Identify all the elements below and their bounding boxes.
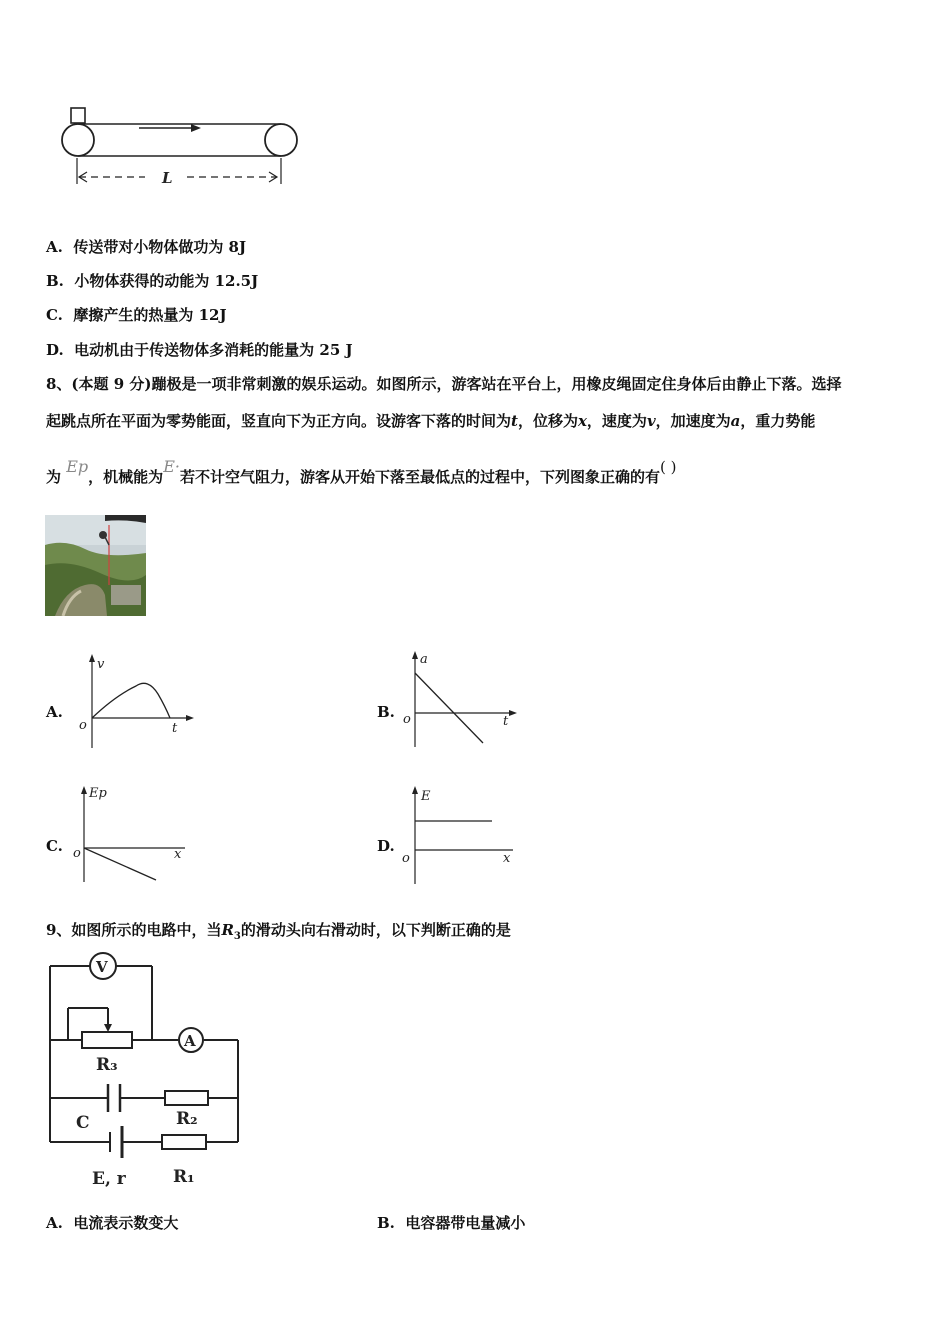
capacitor-label: C [76, 1113, 90, 1133]
graph-a-curve [92, 683, 170, 718]
q7-option-b: B. 小物体获得的动能为 12.5J [46, 272, 259, 290]
graph-d-origin: o [402, 851, 410, 866]
resistor-r3 [82, 1032, 132, 1048]
graph-a-vt [70, 650, 200, 755]
q8-stem-line3: 为 Ep，机械能为E·若不计空气阻力，游客从开始下落至最低点的过程中，下列图象正确的有( ) [46, 457, 677, 486]
graph-c-ylabel: Ep [89, 786, 107, 801]
q7-option-c: C. 摩擦产生的热量为 12J [46, 306, 227, 324]
voltmeter-label: V [96, 958, 108, 976]
graph-c-xlabel: x [174, 847, 182, 862]
resistor-r2 [165, 1091, 208, 1105]
q8-stem-line1: 8、(本题 9 分)蹦极是一项非常刺激的娱乐运动。如图所示，游客站在平台上，用橡皮绳固定住身体后由静止下落。选择 [46, 375, 842, 393]
source-label: E, r [92, 1169, 126, 1189]
graph-b-at [395, 645, 525, 750]
graph-d-ylabel: E [421, 789, 431, 804]
graph-c-letter: C. [46, 837, 63, 855]
ep-symbol: Ep [66, 457, 89, 476]
resistor-r1 [162, 1135, 206, 1149]
conveyor-belt-figure [55, 100, 315, 195]
graph-b-xlabel: t [503, 714, 509, 729]
graph-d-letter: D. [377, 837, 395, 855]
q8-stem-line2: 起跳点所在平面为零势能面，竖直向下为正方向。设游客下落的时间为t，位移为x，速度为v，加速度为a，重力势能 [46, 412, 816, 430]
graph-b-ylabel: a [420, 652, 428, 667]
graph-a-origin: o [79, 718, 87, 733]
graph-d-ex [395, 780, 525, 885]
graph-c-line [84, 848, 156, 880]
ammeter-label: A [184, 1032, 196, 1050]
e-symbol: E· [163, 457, 180, 476]
r3-label: R₃ [96, 1055, 118, 1075]
graph-b-line [415, 673, 483, 743]
answer-paren: ( ) [659, 458, 677, 476]
graph-c-origin: o [73, 846, 81, 861]
q9-option-a: A. 电流表示数变大 [46, 1214, 179, 1232]
q7-option-a: A. 传送带对小物体做功为 8J [46, 238, 247, 256]
r2-label: R₂ [176, 1109, 198, 1129]
graph-c-epx [70, 780, 200, 885]
r1-label: R₁ [173, 1167, 195, 1187]
circuit-diagram [40, 952, 255, 1192]
graph-d-xlabel: x [503, 851, 511, 866]
length-label: L [162, 169, 173, 187]
q7-option-d: D. 电动机由于传送物体多消耗的能量为 25 J [46, 341, 353, 359]
small-block [71, 108, 85, 123]
q9-option-b: B. 电容器带电量减小 [377, 1214, 526, 1232]
q9-stem: 9、如图所示的电路中，当$R_3$的滑动头向右滑动时，以下判断正确的是 [46, 921, 511, 942]
bungee-photo [45, 515, 146, 616]
graph-b-origin: o [403, 712, 411, 727]
left-pulley [62, 124, 94, 156]
graph-a-ylabel: v [97, 657, 105, 672]
graph-a-xlabel: t [172, 721, 178, 736]
graph-a-letter: A. [46, 703, 63, 721]
right-pulley [265, 124, 297, 156]
graph-b-letter: B. [377, 703, 395, 721]
